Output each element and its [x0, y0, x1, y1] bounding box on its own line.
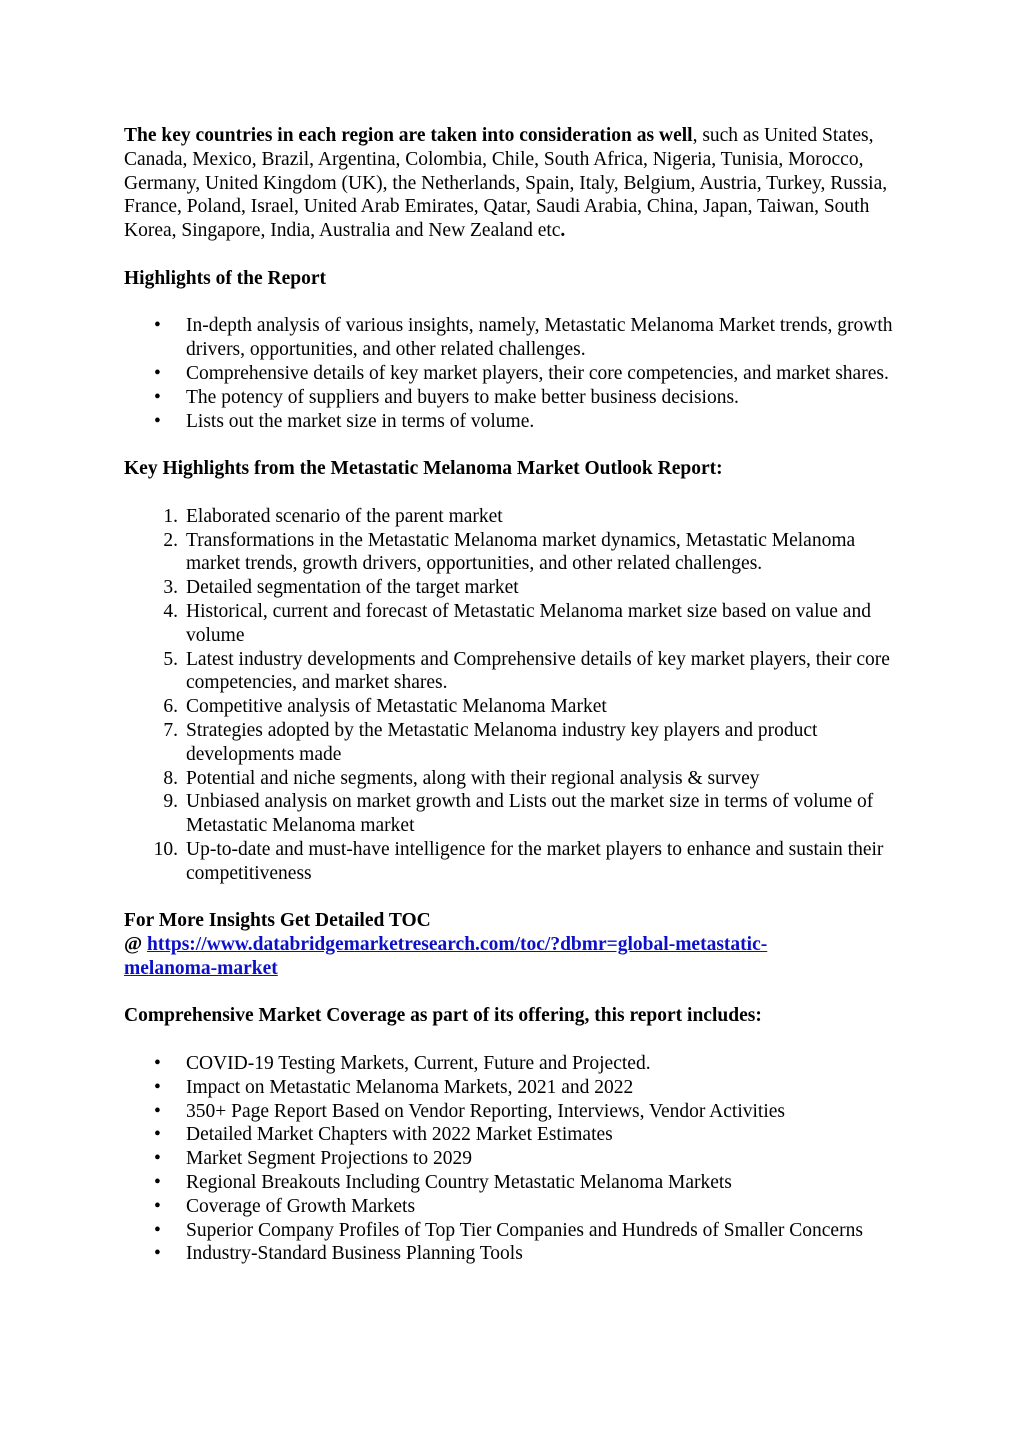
intro-paragraph — [124, 124, 899, 243]
list-item-text: Superior Company Profiles of Top Tier Companies and Hundreds of Smaller Concerns — [186, 1219, 863, 1241]
numbered-item-text: Elaborated scenario of the parent market — [186, 505, 503, 527]
numbered-item — [124, 719, 899, 767]
numbered-item-text: Strategies adopted by the Metastatic Melanoma industry key players and product developments made — [186, 719, 818, 765]
numbered-item — [124, 838, 899, 886]
list-item — [124, 410, 899, 434]
list-item-text: 350+ Page Report Based on Vendor Reporting, Interviews, Vendor Activities — [186, 1100, 785, 1122]
list-item — [124, 1195, 899, 1219]
list-item-text: Market Segment Projections to 2029 — [186, 1148, 472, 1170]
list-item — [124, 1100, 899, 1124]
bullet-marker: • — [154, 1195, 161, 1217]
numbered-item — [124, 529, 899, 577]
list-item-text: In-depth analysis of various insights, namely, Metastatic Melanoma Market trends, growth drivers, opportunities, and other related challenges. — [186, 315, 893, 361]
bullet-marker: • — [154, 386, 161, 408]
numbered-item-text: Up-to-date and must-have intelligence for the market players to enhance and sustain their competitiveness — [186, 838, 884, 884]
item-number: 1. — [163, 505, 178, 527]
list-item — [124, 1076, 899, 1100]
bullet-marker: • — [154, 410, 161, 432]
list-item — [124, 1123, 899, 1147]
toc-prefix: @ — [124, 934, 148, 956]
bullet-marker: • — [154, 1076, 161, 1098]
bullet-marker: • — [154, 1100, 161, 1122]
intro-country-list: , such as United States, Canada, Mexico, Brazil, Argentina, Colombia, Chile, South Africa, Nigeria, Tunisia, Morocco, Germany, United Kingdom (UK), the Netherlands, Spain, Italy, Belgium, Austria, Turkey, Russia, France, Poland, Israel, United Arab Emirates, Qatar, Saudi Arabia, China, Japan, Taiwan, South Korea, Singapore, India, Australia and New Zealand etc — [124, 125, 888, 242]
bullet-marker: • — [154, 1124, 161, 1146]
list-item — [124, 1171, 899, 1195]
numbered-item-text: Competitive analysis of Metastatic Melanoma Market — [186, 696, 607, 718]
list-item-text: Coverage of Growth Markets — [186, 1195, 416, 1217]
intro-end-mark: . — [560, 220, 566, 242]
bullet-marker: • — [154, 1172, 161, 1194]
toc-link-paragraph — [124, 933, 899, 981]
list-item — [124, 1052, 899, 1076]
item-number: 6. — [163, 696, 178, 718]
numbered-item-text: Unbiased analysis on market growth and Lists out the market size in terms of volume of Metastatic Melanoma market — [186, 791, 874, 837]
bullet-marker: • — [154, 1219, 161, 1241]
toc-heading: For More Insights Get Detailed TOC — [124, 910, 431, 932]
list-item-text: Detailed Market Chapters with 2022 Market Estimates — [186, 1124, 613, 1146]
list-item — [124, 1219, 899, 1243]
coverage-heading: Comprehensive Market Coverage as part of its offering, this report includes: — [124, 1005, 762, 1027]
list-item — [124, 1242, 899, 1266]
numbered-item — [124, 576, 899, 600]
numbered-item — [124, 505, 899, 529]
highlights-heading: Highlights of the Report — [124, 267, 327, 289]
list-item-text: Regional Breakouts Including Country Metastatic Melanoma Markets — [186, 1172, 732, 1194]
item-number: 9. — [163, 791, 178, 813]
coverage-list — [124, 1052, 899, 1266]
toc-link[interactable] — [124, 934, 767, 979]
list-item-text: Impact on Metastatic Melanoma Markets, 2021 and 2022 — [186, 1076, 634, 1098]
numbered-item-text: Potential and niche segments, along with their regional analysis & survey — [186, 767, 760, 789]
item-number: 5. — [163, 648, 178, 670]
intro-bold-lead: The key countries in each region are taken into consideration as well — [124, 125, 693, 146]
numbered-item — [124, 790, 899, 838]
item-number: 7. — [163, 719, 178, 741]
numbered-item — [124, 600, 899, 648]
item-number: 2. — [163, 529, 178, 551]
bullet-marker: • — [154, 362, 161, 384]
list-item-text: The potency of suppliers and buyers to make better business decisions. — [186, 386, 739, 408]
item-number: 3. — [163, 577, 178, 599]
key-highlights-list — [124, 505, 899, 886]
numbered-item-text: Transformations in the Metastatic Melanoma market dynamics, Metastatic Melanoma market trends, growth drivers, opportunities, and other related challenges. — [186, 529, 856, 575]
list-item-text: Comprehensive details of key market players, their core competencies, and market shares. — [186, 362, 889, 384]
item-number: 4. — [163, 600, 178, 622]
numbered-item — [124, 767, 899, 791]
numbered-item-text: Latest industry developments and Comprehensive details of key market players, their core competencies, and market shares. — [186, 648, 890, 694]
item-number: 8. — [163, 767, 178, 789]
list-item — [124, 386, 899, 410]
list-item — [124, 314, 899, 362]
list-item — [124, 1147, 899, 1171]
bullet-marker: • — [154, 1053, 161, 1075]
numbered-item — [124, 648, 899, 696]
highlights-list — [124, 314, 899, 433]
numbered-item — [124, 695, 899, 719]
bullet-marker: • — [154, 1243, 161, 1265]
bullet-marker: • — [154, 315, 161, 337]
numbered-item-text: Detailed segmentation of the target market — [186, 577, 519, 599]
list-item — [124, 362, 899, 386]
bullet-marker: • — [154, 1148, 161, 1170]
list-item-text: Lists out the market size in terms of volume. — [186, 410, 535, 432]
list-item-text: Industry-Standard Business Planning Tools — [186, 1243, 523, 1265]
numbered-item-text: Historical, current and forecast of Metastatic Melanoma market size based on value and volume — [186, 600, 871, 646]
toc-link-line1[interactable]: https://www.databridgemarketresearch.com/toc/?dbmr=global-metastatic- — [147, 934, 768, 956]
toc-link-line2[interactable]: melanoma-market — [124, 957, 278, 979]
item-number: 10. — [153, 838, 178, 860]
key-highlights-heading: Key Highlights from the Metastatic Melanoma Market Outlook Report: — [124, 458, 723, 480]
document-page — [124, 124, 899, 1266]
list-item-text: COVID-19 Testing Markets, Current, Future and Projected. — [186, 1053, 651, 1075]
